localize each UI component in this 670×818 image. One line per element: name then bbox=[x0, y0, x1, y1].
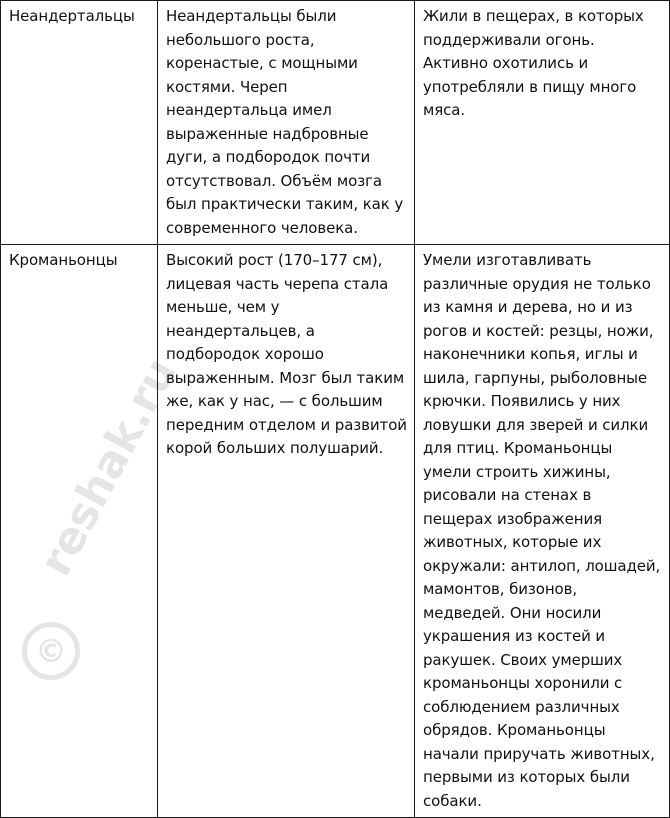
watermark-copyright-icon: © bbox=[22, 622, 80, 680]
appearance-cell: Неандертальцы были небольшого роста, коренастые, с мощными костями. Череп неандертальца имел выраженные надбровные дуги, а подбородок почти отсутствовал. Объём мозга был практически таким, как у современного человека. bbox=[158, 1, 415, 245]
lifestyle-cell: Жили в пещерах, в которых поддерживали огонь. Активно охотились и употребляли в пищу много мяса. bbox=[415, 1, 670, 245]
lifestyle-cell: Умели изготавливать различные орудия не только из камня и дерева, но и из рогов и костей: резцы, ножи, наконечники копья, иглы и шила, гарпуны, рыболовные крючки. Появились у них ловушки для зверей и силки для птиц. Кроманьонцы умели строить хижины, рисовали на стенах в пещерах изображения животных, которые их окружали: антилоп, лошадей, мамонтов, бизонов, медведей. Они носили украшения из костей и ракушек. Своих умерших кроманьонцы хоронили с соблюдением различных обрядов. Кроманьонцы начали приручать животных, первыми из которых были собаки. bbox=[415, 245, 670, 818]
table-row bbox=[1, 245, 670, 818]
species-name-cell: Неандертальцы bbox=[1, 1, 158, 245]
appearance-cell: Высокий рост (170–177 см), лицевая часть черепа стала меньше, чем у неандертальцев, а подбородок хорошо выраженным. Мозг был таким же, как у нас, — с большим передним отделом и развитой корой больших полушарий. bbox=[158, 245, 415, 818]
table-row bbox=[1, 1, 670, 245]
watermark-text: reshak.ru bbox=[30, 350, 187, 584]
species-name-cell: Кроманьонцы bbox=[1, 245, 158, 818]
